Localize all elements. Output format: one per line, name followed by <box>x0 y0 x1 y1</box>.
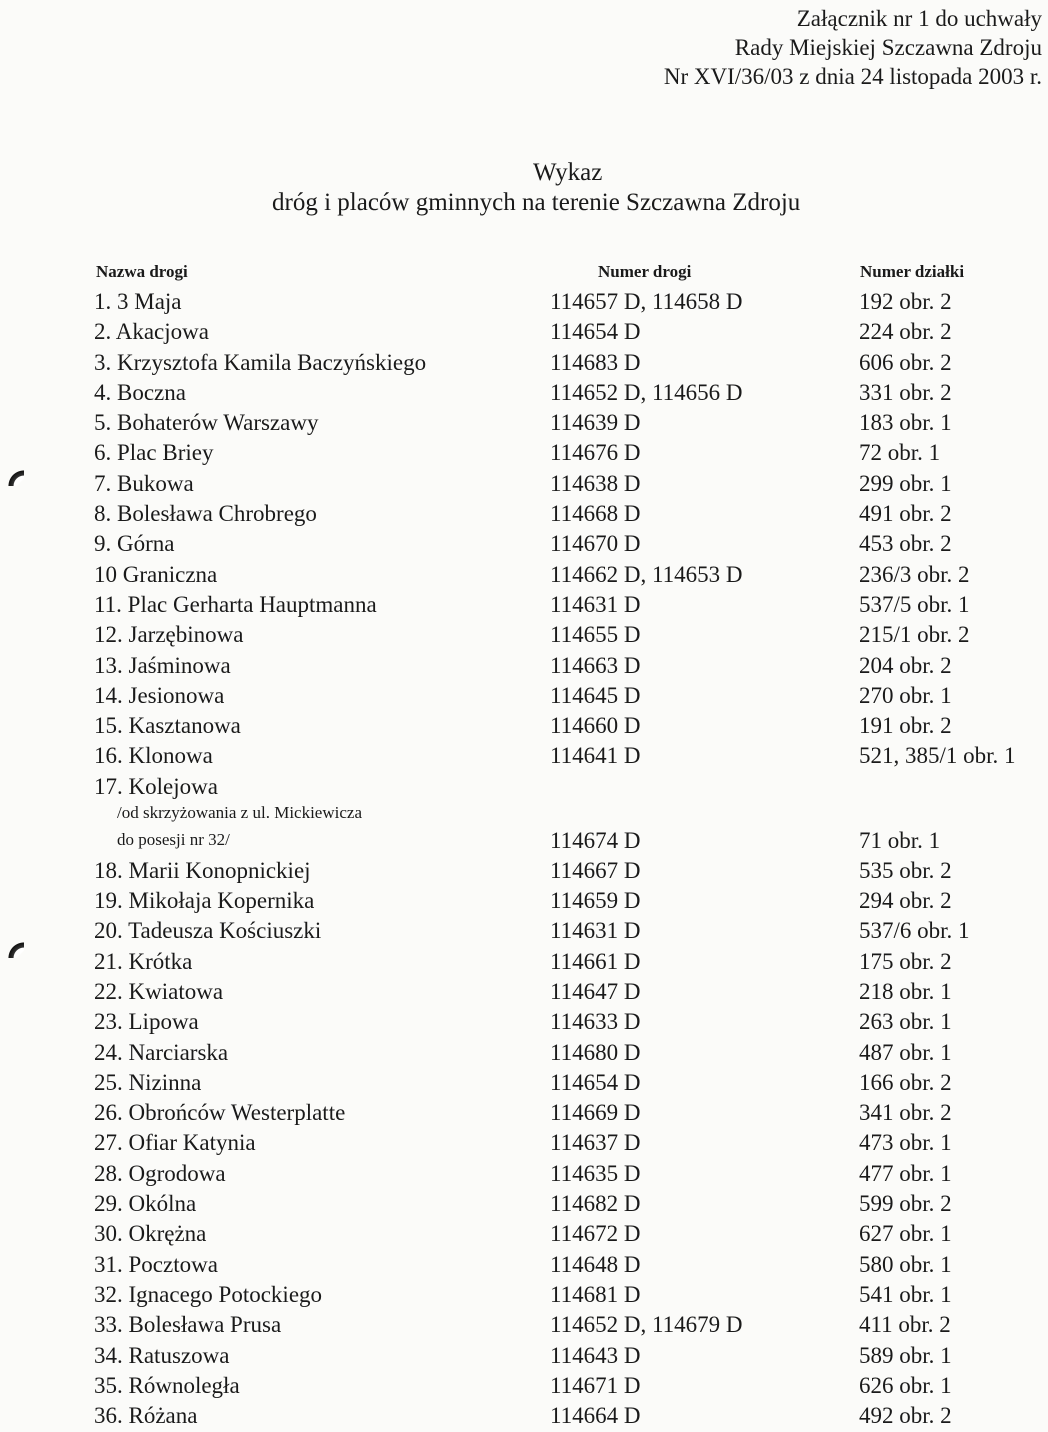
table-row <box>0 977 1048 1007</box>
road-number: 114668 D <box>550 501 641 527</box>
road-name: 3. Krzysztofa Kamila Baczyńskiego <box>94 349 427 375</box>
table-row <box>0 651 1048 681</box>
road-number: 114660 D <box>550 713 641 739</box>
road-number: 114669 D <box>550 1100 641 1126</box>
table-row <box>0 1068 1048 1098</box>
road-name: 29. Okólna <box>94 1191 197 1217</box>
plot-number: 294 obr. 2 <box>859 888 952 914</box>
road-number: 114652 D, 114679 D <box>550 1312 743 1338</box>
table-row <box>0 1189 1048 1219</box>
column-header-number: Numer drogi <box>598 262 692 281</box>
table-row <box>0 1007 1048 1037</box>
plot-number: 541 obr. 1 <box>859 1281 952 1307</box>
road-name: 9. Górna <box>94 531 175 557</box>
road-name: 21. Krótka <box>94 948 193 974</box>
road-name: 8. Bolesława Chrobrego <box>94 501 317 527</box>
road-name: 13. Jaśminowa <box>94 652 231 678</box>
road-number: 114641 D <box>550 743 641 769</box>
road-number: 114648 D <box>550 1251 641 1277</box>
plot-number: 71 obr. 1 <box>859 827 941 853</box>
road-name: 28. Ogrodowa <box>94 1160 226 1186</box>
road-name: 10 Graniczna <box>94 561 218 587</box>
road-name: 32. Ignacego Potockiego <box>94 1281 323 1307</box>
road-number: 114671 D <box>550 1372 641 1398</box>
plot-number: 473 obr. 1 <box>859 1130 952 1156</box>
road-name: 23. Lipowa <box>94 1009 199 1035</box>
road-number: 114662 D, 114653 D <box>550 561 743 587</box>
plot-number: 626 obr. 1 <box>859 1372 952 1398</box>
column-header-plot: Numer działki <box>860 262 965 281</box>
plot-number: 72 obr. 1 <box>859 440 941 466</box>
table-row <box>0 886 1048 916</box>
table-row <box>0 1128 1048 1158</box>
road-name: 15. Kasztanowa <box>94 713 241 739</box>
road-name: 16. Klonowa <box>94 743 213 769</box>
table-row <box>0 499 1048 529</box>
road-number: 114670 D <box>550 531 641 557</box>
road-number: 114661 D <box>550 948 641 974</box>
road-number: 114657 D, 114658 D <box>550 289 743 314</box>
table-row <box>0 1250 1048 1280</box>
road-name: 36. Różana <box>94 1403 198 1429</box>
road-number: 114681 D <box>550 1281 641 1307</box>
road-name: 33. Bolesława Prusa <box>94 1312 282 1338</box>
road-number: 114645 D <box>550 682 641 708</box>
plot-number: 270 obr. 1 <box>859 682 952 708</box>
plot-number: 487 obr. 1 <box>859 1039 952 1065</box>
table-row <box>0 772 1048 856</box>
road-name: 34. Ratuszowa <box>94 1342 230 1368</box>
road-number: 114674 D <box>550 827 641 853</box>
plot-number: 166 obr. 2 <box>859 1069 952 1095</box>
table-row <box>0 287 1048 317</box>
column-header-name: Nazwa drogi <box>96 262 188 281</box>
table-row <box>0 1280 1048 1310</box>
plot-number: 341 obr. 2 <box>859 1100 952 1126</box>
plot-number: 589 obr. 1 <box>859 1342 952 1368</box>
road-number: 114647 D <box>550 978 641 1004</box>
plot-number: 453 obr. 2 <box>859 531 952 557</box>
road-number: 114639 D <box>550 410 641 436</box>
road-number: 114633 D <box>550 1009 641 1035</box>
roads-table <box>0 287 1048 1431</box>
header-line-2: Rady Miejskiej Szczawna Zdroju <box>734 35 1042 60</box>
road-name: 19. Mikołaja Kopernika <box>94 888 315 914</box>
road-name: 30. Okrężna <box>94 1221 207 1247</box>
table-row <box>0 916 1048 946</box>
road-name: 11. Plac Gerharta Hauptmanna <box>94 591 377 617</box>
table-row <box>0 1098 1048 1128</box>
road-name: 6. Plac Briey <box>94 440 214 466</box>
plot-number: 535 obr. 2 <box>859 857 952 883</box>
road-name: 1. 3 Maja <box>94 289 182 314</box>
header-line-3: Nr XVI/36/03 z dnia 24 listopada 2003 r. <box>663 64 1042 89</box>
road-number: 114682 D <box>550 1191 641 1217</box>
title-line-1: Wykaz <box>533 159 603 186</box>
road-name: 27. Ofiar Katynia <box>94 1130 256 1156</box>
plot-number: 599 obr. 2 <box>859 1191 952 1217</box>
road-number: 114654 D <box>550 319 641 345</box>
plot-number: 627 obr. 1 <box>859 1221 952 1247</box>
table-row <box>0 378 1048 408</box>
table-row <box>0 590 1048 620</box>
road-name: 4. Boczna <box>94 379 186 405</box>
plot-number: 183 obr. 1 <box>859 410 952 436</box>
road-number: 114683 D <box>550 349 641 375</box>
plot-number: 191 obr. 2 <box>859 713 952 739</box>
table-row <box>0 1371 1048 1401</box>
title-line-2: dróg i placów gminnych na terenie Szczawna Zdroju <box>272 189 801 216</box>
table-row <box>0 856 1048 886</box>
table-row <box>0 348 1048 378</box>
plot-number: 204 obr. 2 <box>859 652 952 678</box>
road-number: 114655 D <box>550 622 641 648</box>
header-line-1: Załącznik nr 1 do uchwały <box>796 6 1042 31</box>
road-note: do posesji nr 32/ <box>117 829 230 849</box>
plot-number: 299 obr. 1 <box>859 470 952 496</box>
plot-number: 580 obr. 1 <box>859 1251 952 1277</box>
road-number: 114676 D <box>550 440 641 466</box>
road-name: 7. Bukowa <box>94 470 194 496</box>
road-name: 12. Jarzębinowa <box>94 622 244 648</box>
road-number: 114672 D <box>550 1221 641 1247</box>
table-row <box>0 741 1048 771</box>
road-number: 114638 D <box>550 470 641 496</box>
plot-number: 491 obr. 2 <box>859 501 952 527</box>
plot-number: 537/6 obr. 1 <box>859 918 970 944</box>
table-row <box>0 438 1048 468</box>
plot-number: 606 obr. 2 <box>859 349 952 375</box>
road-name: 25. Nizinna <box>94 1069 202 1095</box>
road-number: 114654 D <box>550 1069 641 1095</box>
plot-number: 192 obr. 2 <box>859 289 952 314</box>
road-number: 114659 D <box>550 888 641 914</box>
table-row <box>0 711 1048 741</box>
table-row <box>0 620 1048 650</box>
plot-number: 218 obr. 1 <box>859 978 952 1004</box>
table-row <box>0 1159 1048 1189</box>
table-row <box>0 947 1048 977</box>
plot-number: 521, 385/1 obr. 1 <box>859 743 1016 769</box>
plot-number: 236/3 obr. 2 <box>859 561 970 587</box>
plot-number: 175 obr. 2 <box>859 948 952 974</box>
road-number: 114664 D <box>550 1403 641 1429</box>
table-row <box>0 1310 1048 1340</box>
road-number: 114652 D, 114656 D <box>550 379 743 405</box>
table-row <box>0 1219 1048 1249</box>
table-row <box>0 1038 1048 1068</box>
table-row <box>0 469 1048 499</box>
table-row <box>0 529 1048 559</box>
road-number: 114631 D <box>550 918 641 944</box>
plot-number: 477 obr. 1 <box>859 1160 952 1186</box>
road-number: 114637 D <box>550 1130 641 1156</box>
road-name: 24. Narciarska <box>94 1039 229 1065</box>
table-row <box>0 1341 1048 1371</box>
road-number: 114680 D <box>550 1039 641 1065</box>
road-name: 20. Tadeusza Kościuszki <box>94 918 322 944</box>
road-name: 26. Obrońców Westerplatte <box>94 1100 346 1126</box>
table-row <box>0 1401 1048 1431</box>
plot-number: 537/5 obr. 1 <box>859 591 970 617</box>
road-number: 114663 D <box>550 652 641 678</box>
plot-number: 215/1 obr. 2 <box>859 622 970 648</box>
table-row <box>0 317 1048 347</box>
road-number: 114631 D <box>550 591 641 617</box>
road-name: 31. Pocztowa <box>94 1251 218 1277</box>
plot-number: 224 obr. 2 <box>859 319 952 345</box>
road-name: 5. Bohaterów Warszawy <box>94 410 319 436</box>
road-number: 114635 D <box>550 1160 641 1186</box>
plot-number: 492 obr. 2 <box>859 1403 952 1429</box>
plot-number: 331 obr. 2 <box>859 379 952 405</box>
table-row <box>0 560 1048 590</box>
road-name: 2. Akacjowa <box>94 319 209 345</box>
road-name: 14. Jesionowa <box>94 682 225 708</box>
road-name: 17. Kolejowa <box>94 773 218 799</box>
road-number: 114667 D <box>550 857 641 883</box>
table-row <box>0 681 1048 711</box>
road-name: 22. Kwiatowa <box>94 978 224 1004</box>
road-note: /od skrzyżowania z ul. Mickiewicza <box>117 802 362 822</box>
plot-number: 411 obr. 2 <box>859 1312 951 1338</box>
road-name: 18. Marii Konopnickiej <box>94 857 311 883</box>
document-header <box>664 4 1042 91</box>
road-number: 114643 D <box>550 1342 641 1368</box>
plot-number: 263 obr. 1 <box>859 1009 952 1035</box>
table-row <box>0 408 1048 438</box>
document-title <box>0 158 1048 218</box>
road-name: 35. Równoległa <box>94 1372 240 1398</box>
